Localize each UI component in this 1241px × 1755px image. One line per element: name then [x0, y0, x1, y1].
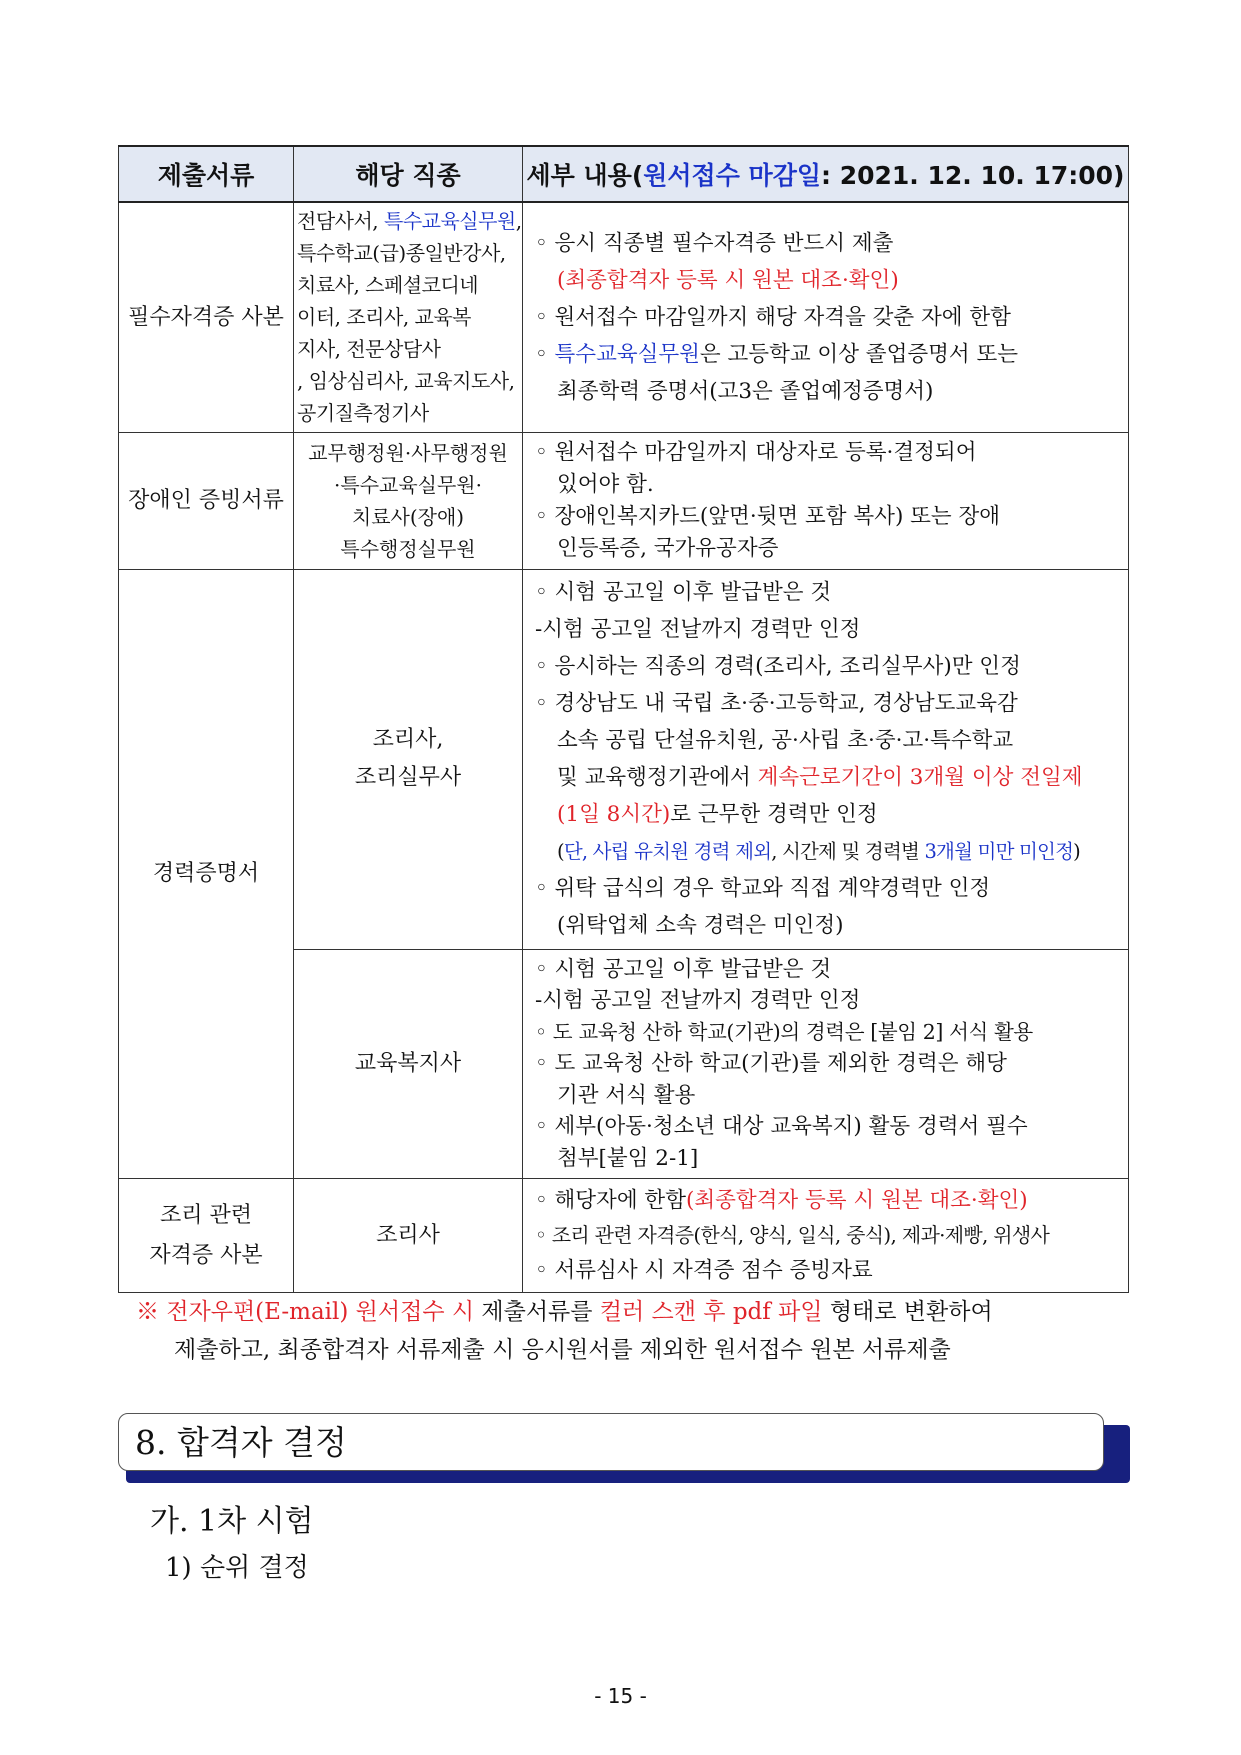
header-job-type: 해당 직종	[294, 146, 523, 202]
job-cell: 교무행정원·사무행정원 ·특수교육실무원· 치료사(장애) 특수행정실무원	[294, 432, 523, 569]
table-row	[119, 202, 1129, 432]
table-row	[119, 569, 1129, 949]
detail-cell: ◦ 시험 공고일 이후 발급받은 것 -시험 공고일 전날까지 경력만 인정 ◦ 응시하는 직종의 경력(조리사, 조리실무사)만 인정 ◦ 경상남도 내 국립 초·중·고등학교, 경상남도교육감 소속 공립 단설유치원, 공·사립 초·중·고·특수학교 및 교육행정기관에서 계속근로기간이 3개월 이상 전일제 (1일 8시간)로 근무한 경력만 인정 (단, 사립 유치원 경력 제외, 시간제 및 경력별 3개월 미만 미인정) ◦ 위탁 급식의 경우 학교와 직접 계약경력만 인정 (위탁업체 소속 경력은 미인정)	[523, 569, 1129, 949]
job-cell: 전담사서, 특수교육실무원, 특수학교(급)종일반강사, 치료사, 스페셜코디네 이터, 조리사, 교육복 지사, 전문상담사 , 임상심리사, 교육지도사, 공기질측정기사	[294, 202, 523, 432]
subsubsection-title: 1) 순위 결정	[165, 1553, 309, 1583]
header-documents: 제출서류	[119, 146, 294, 202]
job-cell: 조리사	[294, 1179, 523, 1293]
detail-cell: ◦ 원서접수 마감일까지 대상자로 등록·결정되어 있어야 함. ◦ 장애인복지카드(앞면·뒷면 포함 복사) 또는 장애 인등록증, 국가유공자증	[523, 432, 1129, 569]
doc-cell: 경력증명서	[119, 569, 294, 1179]
table-row	[119, 432, 1129, 569]
header-details: 세부 내용(원서접수 마감일: 2021. 12. 10. 17:00)	[523, 146, 1129, 202]
section-heading-box	[118, 1413, 1104, 1471]
submission-note: ※ 전자우편(E-mail) 원서접수 시 제출서류를 컬러 스캔 후 pdf 파일 형태로 변환하여 제출하고, 최종합격자 서류제출 시 응시원서를 제외한 원서접수 원본 서류제출	[136, 1299, 993, 1363]
doc-cell: 장애인 증빙서류	[119, 432, 294, 569]
table-header-row	[119, 146, 1129, 202]
job-cell: 조리사, 조리실무사	[294, 569, 523, 949]
table-row	[119, 1179, 1129, 1293]
page-number: - 15 -	[594, 1684, 647, 1708]
doc-cell: 필수자격증 사본	[119, 202, 294, 432]
doc-cell: 조리 관련 자격증 사본	[119, 1179, 294, 1293]
detail-cell: ◦ 시험 공고일 이후 발급받은 것 -시험 공고일 전날까지 경력만 인정 ◦ 도 교육청 산하 학교(기관)의 경력은 [붙임 2] 서식 활용 ◦ 도 교육청 산하 학교(기관)를 제외한 경력은 해당 기관 서식 활용 ◦ 세부(아동·청소년 대상 교육복지) 활동 경력서 필수 첨부[붙임 2-1]	[523, 949, 1129, 1179]
subsection-title: 가. 1차 시험	[150, 1504, 314, 1539]
section-title: 8. 합격자 결정	[135, 1423, 347, 1462]
detail-cell: ◦ 해당자에 한함(최종합격자 등록 시 원본 대조·확인) ◦ 조리 관련 자격증(한식, 양식, 일식, 중식), 제과·제빵, 위생사 ◦ 서류심사 시 자격증 점수 증빙자료	[523, 1179, 1129, 1293]
requirements-table	[118, 145, 1129, 1293]
detail-cell: ◦ 응시 직종별 필수자격증 반드시 제출 (최종합격자 등록 시 원본 대조·확인) ◦ 원서접수 마감일까지 해당 자격을 갖춘 자에 한함 ◦ 특수교육실무원은 고등학교 이상 졸업증명서 또는 최종학력 증명서(고3은 졸업예정증명서)	[523, 202, 1129, 432]
job-cell: 교육복지사	[294, 949, 523, 1179]
